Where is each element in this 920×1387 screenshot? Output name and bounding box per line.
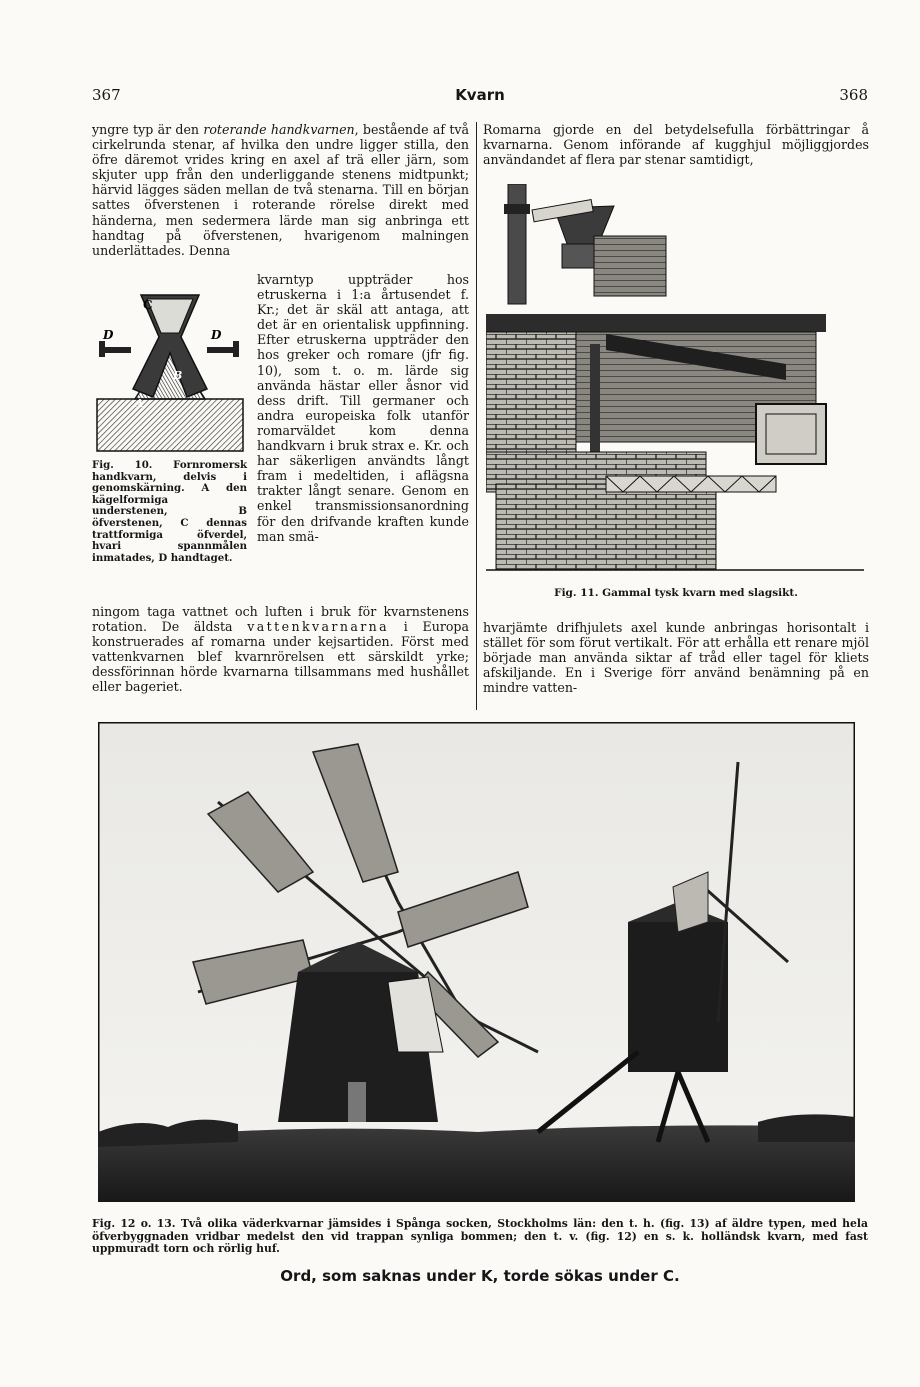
label-d-left: D [103, 328, 114, 342]
running-header [92, 86, 868, 108]
cross-reference-note: Ord, som saknas under K, torde sökas under C. [280, 1267, 680, 1285]
left-column-top [92, 122, 469, 258]
left-column-float-text: kvarntyp uppträder hos etruskerna i 1:a årtusendet f. Kr.; det är skäl att antaga, att det är en orientalisk uppfinning. Efter etruskerna uppträder den hos greker och romare (jfr fig. 10), som t. o. m. lärde sig använda hästar eller åsnor vid dess drift. Till germaner och andra europeiska folk utanför romarväldet kom denna handkvarn i bruk strax e. Kr. och har säkerligen användts långt fram i medeltiden, i aflägsna trakter långt senare. Genom en enkel transmissionsanordning för den drifvande kraften kunde man smä- [257, 272, 469, 544]
text-run: , bestående af två cirkelrunda stenar, af hvilka den undre ligger stilla, den öfre däremot vrides kring en axel af trä eller järn, som skjuter upp från den underliggande stenens midtpunkt; härvid lägges säden mellan de två stenarna. Till en början sattes öfverstenen i roterande rörelse direkt med händerna, men sedermera lärde man sig anbringa ett handtag på öfverstenen, hvarigenom malningen underlättades. Denna [92, 122, 469, 258]
right-column-bottom: hvarjämte drifhjulets axel kunde anbringas horisontalt i stället för som förut vertikalt. För att erhålla ett renare mjöl började man använda siktar af tråd eller tagel för kliets afskiljande. En i Sverige förr använd benämning på en mindre vatten- [483, 620, 869, 696]
page-title: Kvarn [455, 86, 505, 104]
label-b: B [173, 369, 183, 382]
right-column-top: Romarna gjorde en del betydelsefulla förbättringar å kvarnarna. Genom införande af kugghjul möjliggjordes användandet af flera par stenar samtidigt, [483, 122, 869, 168]
term-vattenkvarnarna: vattenkvarnarna [247, 619, 390, 635]
figure-10-handmill [95, 289, 245, 453]
text-run: yngre typ är den [92, 122, 204, 137]
label-a: A [135, 397, 144, 410]
column-divider [476, 122, 477, 710]
figure-10-caption: Fig. 10. Fornromersk handkvarn, delvis i genomskärning. A den kägelformiga understenen, B öfverstenen, C dennas trattformiga öfverdel, hvari spannmålen inmatades, D handtaget. [92, 459, 247, 564]
label-d-right: D [211, 328, 222, 342]
text-run: ningom taga vattnet och luften i bruk för kvarnstenens rotation. De äldsta [92, 604, 469, 635]
figure-12-13-windmills-photo [98, 722, 855, 1202]
label-c: C [143, 298, 153, 312]
figure-11-caption: Fig. 11. Gammal tysk kvarn med slagsikt. [554, 587, 798, 599]
term-roterande-handkvarnen: roterande handkvarnen [203, 122, 355, 137]
page-number-left: 367 [92, 86, 121, 104]
figure-11-german-mill [486, 184, 864, 578]
left-column-bottom [92, 604, 469, 695]
page-number-right: 368 [839, 86, 868, 104]
figure-12-13-caption: Fig. 12 o. 13. Två olika väderkvarnar jämsides i Spånga socken, Stockholms län: den t. h. (fig. 13) af äldre typen, med hela öfverbyggnaden vridbar medelst den vid trappan synliga bommen; den t. v. (fig. 12) en s. k. holländsk kvarn, med fast uppmuradt torn och rörlig huf. [92, 1217, 868, 1256]
text-run: i Europa konstruerades af romarna under kejsartiden. Först med vattenkvarnen blef kvarnrörelsen ett särskildt yrke; dessförinnan hörde kvarnarna tillsammans med hushållet eller bageriet. [92, 619, 469, 695]
